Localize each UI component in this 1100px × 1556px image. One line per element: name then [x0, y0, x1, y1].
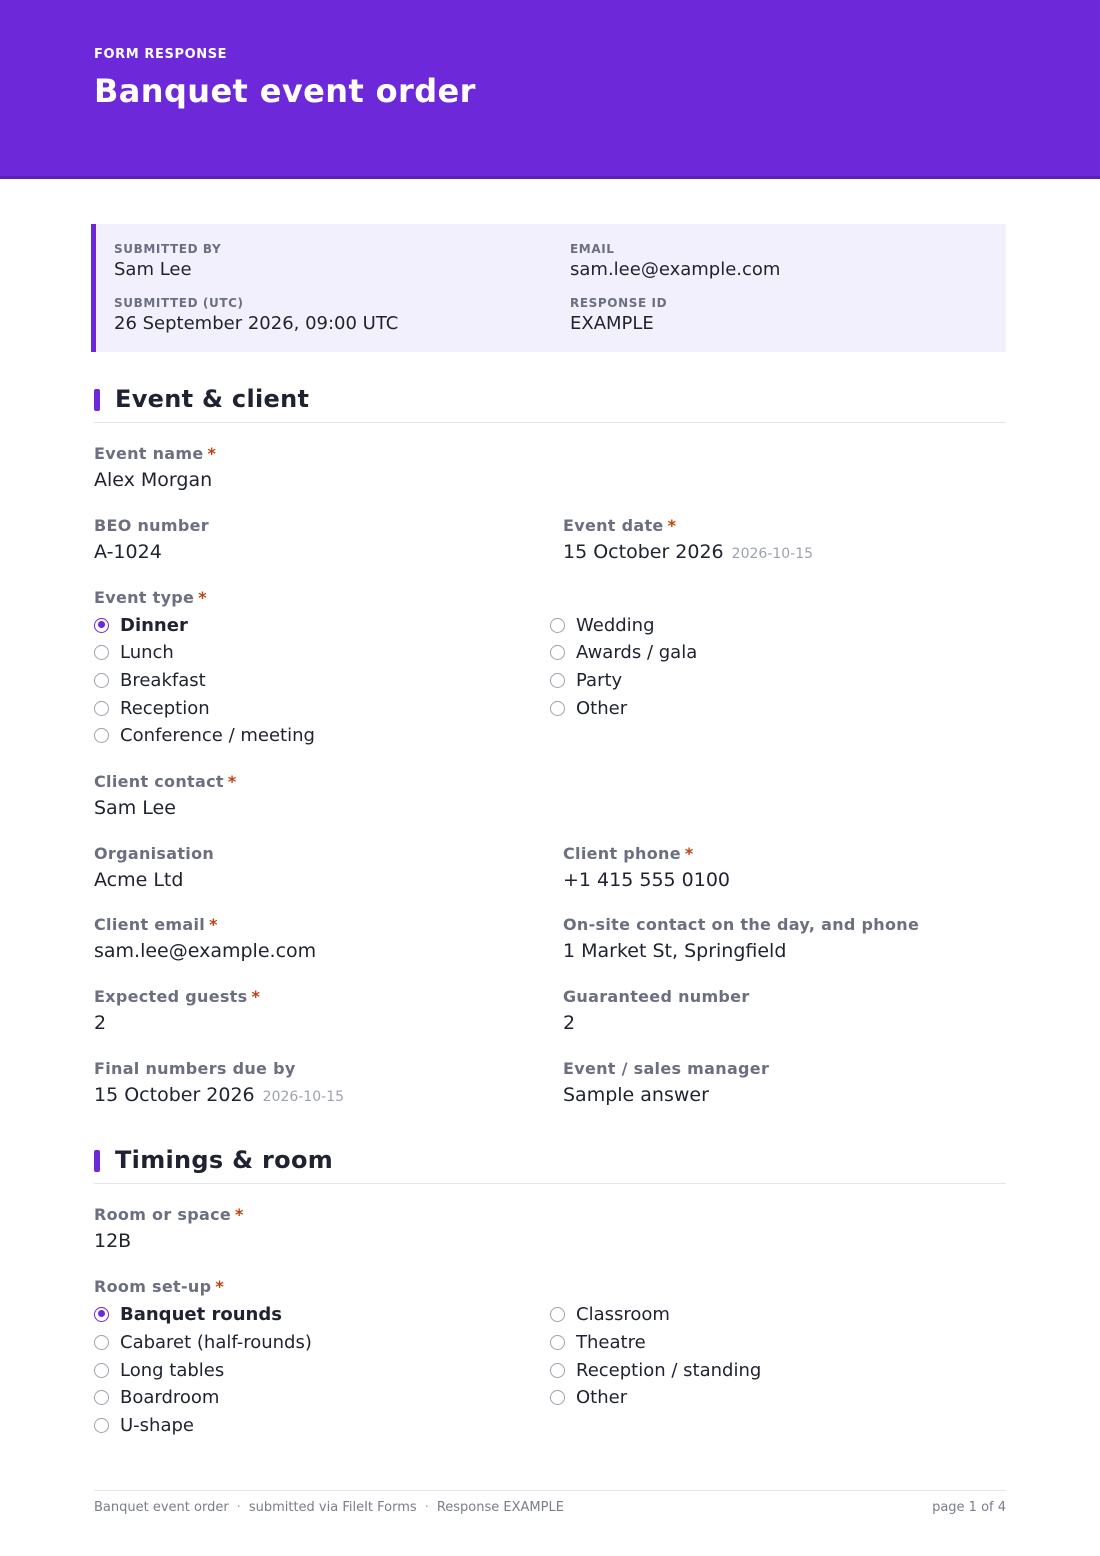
field-label: [94, 772, 237, 791]
required-marker: *: [209, 915, 218, 934]
radio-option-theatre[interactable]: [550, 1330, 646, 1354]
radio-empty-icon: [550, 1390, 565, 1405]
footer-form-name: Banquet event order: [94, 1500, 229, 1515]
radio-empty-icon: [550, 618, 565, 633]
radio-option-u-shape[interactable]: [94, 1413, 194, 1437]
field-label: [563, 516, 813, 535]
radio-option-classroom[interactable]: [550, 1302, 670, 1326]
field-label: [94, 444, 216, 463]
label-text: Client contact: [94, 772, 224, 791]
field-event-date: [563, 516, 813, 563]
submitted-by: [114, 242, 221, 280]
section-title: Event & client: [115, 385, 310, 413]
field-client-phone: [563, 844, 730, 891]
submitted-time-value: 26 September 2026, 09:00 UTC: [114, 313, 399, 334]
field-value: Sam Lee: [94, 797, 176, 819]
radio-label: Banquet rounds: [120, 1303, 282, 1325]
field-label: Guaranteed number: [563, 987, 750, 1006]
radio-option-banquet-rounds[interactable]: [94, 1302, 282, 1326]
radio-label: Other: [576, 1386, 628, 1408]
field-label: BEO number: [94, 516, 209, 535]
section-timings-room: [94, 1146, 1006, 1184]
label-text: Event type: [94, 588, 195, 607]
radio-label: Other: [576, 697, 628, 719]
field-value: Acme Ltd: [94, 869, 184, 891]
required-marker: *: [207, 444, 217, 463]
radio-option-conference[interactable]: [94, 723, 315, 747]
field-value: A-1024: [94, 541, 162, 563]
radio-label: Reception: [120, 697, 210, 719]
field-room-setup: [94, 1277, 224, 1296]
field-label: Final numbers due by: [94, 1059, 296, 1078]
required-marker: *: [198, 588, 207, 607]
field-value: +1 415 555 0100: [563, 869, 731, 891]
field-final-numbers-due: [94, 1059, 344, 1106]
field-value: Alex Morgan: [94, 469, 213, 491]
radio-label: U-shape: [120, 1414, 194, 1436]
email-label: EMAIL: [570, 242, 615, 256]
radio-option-boardroom[interactable]: [94, 1385, 219, 1409]
page-footer: [94, 1490, 1006, 1520]
label-text: Room set-up: [94, 1277, 212, 1296]
radio-empty-icon: [94, 645, 109, 660]
field-label: [94, 1205, 244, 1224]
radio-empty-icon: [550, 645, 565, 660]
radio-label: Lunch: [120, 641, 174, 663]
radio-label: Reception / standing: [576, 1359, 762, 1381]
field-label: On-site contact on the day, and phone: [563, 915, 920, 934]
radio-option-other-setup[interactable]: [550, 1385, 627, 1409]
field-value: Sample answer: [563, 1084, 709, 1106]
form-title: Banquet event order: [94, 72, 476, 110]
radio-option-other[interactable]: [550, 696, 627, 720]
radio-label: Party: [576, 669, 623, 691]
submitted-time: [114, 296, 398, 334]
radio-label: Dinner: [120, 614, 188, 636]
radio-empty-icon: [550, 673, 565, 688]
radio-empty-icon: [94, 673, 109, 688]
response-id-value: EXAMPLE: [570, 313, 654, 334]
radio-label: Theatre: [576, 1331, 646, 1353]
label-text: Client email: [94, 915, 206, 934]
radio-empty-icon: [94, 1390, 109, 1405]
field-label: [563, 844, 730, 863]
iso-date: 2026-10-15: [731, 546, 814, 562]
submission-meta: [91, 224, 1006, 352]
form-kicker: FORM RESPONSE: [94, 47, 228, 62]
field-client-email: [94, 915, 316, 962]
field-value: 1 Market St, Springfield: [563, 940, 787, 962]
radio-option-wedding[interactable]: [550, 613, 655, 637]
radio-option-breakfast[interactable]: [94, 668, 206, 692]
radio-label: Long tables: [120, 1359, 225, 1381]
radio-label: Awards / gala: [576, 641, 698, 663]
submitted-by-label: SUBMITTED BY: [114, 242, 222, 256]
radio-empty-icon: [94, 1363, 109, 1378]
radio-empty-icon: [94, 1335, 109, 1350]
radio-option-long-tables[interactable]: [94, 1358, 224, 1382]
email: [570, 242, 780, 280]
date-text: 15 October 2026: [563, 541, 724, 563]
field-value: sam.lee@example.com: [94, 940, 317, 962]
field-label: [94, 1277, 224, 1296]
field-room: [94, 1205, 244, 1252]
field-event-type: [94, 588, 207, 607]
field-value: 2: [563, 1012, 576, 1034]
field-value: [94, 1084, 344, 1106]
form-header: [0, 0, 1100, 179]
field-organisation: [94, 844, 214, 891]
required-marker: *: [684, 844, 694, 863]
field-expected-guests: [94, 987, 260, 1034]
required-marker: *: [251, 987, 261, 1006]
field-label: [94, 915, 316, 934]
field-label: [94, 588, 207, 607]
section-title: Timings & room: [115, 1146, 334, 1174]
field-label: Event / sales manager: [563, 1059, 770, 1078]
label-text: Event date: [563, 516, 664, 535]
submitted-time-label: SUBMITTED (UTC): [114, 296, 244, 310]
footer-separator: ·: [424, 1500, 429, 1515]
field-onsite-contact: [563, 915, 919, 962]
radio-label: Conference / meeting: [120, 724, 315, 746]
submitted-by-value: Sam Lee: [114, 259, 192, 280]
footer-response: Response EXAMPLE: [436, 1500, 564, 1515]
field-event-name: [94, 444, 216, 491]
response-id-label: RESPONSE ID: [570, 296, 668, 310]
footer-separator: ·: [236, 1500, 241, 1515]
field-sales-manager: [563, 1059, 769, 1106]
radio-empty-icon: [94, 1418, 109, 1433]
iso-date: 2026-10-15: [262, 1089, 345, 1105]
label-text: Expected guests: [94, 987, 248, 1006]
label-text: Client phone: [563, 844, 681, 863]
radio-selected-icon: [94, 618, 109, 633]
radio-option-reception-standing[interactable]: [550, 1358, 761, 1382]
label-text: Room or space: [94, 1205, 232, 1224]
section-event-client: [94, 385, 1006, 423]
field-value: [563, 541, 813, 563]
date-text: 15 October 2026: [94, 1084, 255, 1106]
label-text: Event name: [94, 444, 204, 463]
field-label: Organisation: [94, 844, 215, 863]
radio-option-reception[interactable]: [94, 696, 210, 720]
radio-label: Breakfast: [120, 669, 206, 691]
radio-option-party[interactable]: [550, 668, 622, 692]
field-client-contact: [94, 772, 237, 819]
response-id: [570, 296, 667, 334]
footer-info: [94, 1500, 564, 1515]
page-number: page 1 of 4: [932, 1500, 1006, 1515]
radio-empty-icon: [94, 728, 109, 743]
radio-empty-icon: [550, 1307, 565, 1322]
radio-empty-icon: [550, 701, 565, 716]
required-marker: *: [215, 1277, 225, 1296]
footer-via: submitted via FileIt Forms: [248, 1500, 417, 1515]
section-accent-bar: [94, 1150, 100, 1172]
radio-option-lunch[interactable]: [94, 640, 174, 664]
radio-label: Wedding: [576, 614, 655, 636]
required-marker: *: [235, 1205, 244, 1224]
required-marker: *: [227, 772, 237, 791]
radio-option-awards-gala[interactable]: [550, 640, 697, 664]
radio-empty-icon: [550, 1363, 565, 1378]
field-label: [94, 987, 260, 1006]
field-value: 2: [94, 1012, 107, 1034]
required-marker: *: [667, 516, 677, 535]
radio-option-cabaret[interactable]: [94, 1330, 312, 1354]
field-guaranteed-number: [563, 987, 750, 1034]
field-value: 12B: [94, 1230, 132, 1252]
radio-label: Classroom: [576, 1303, 670, 1325]
email-value: sam.lee@example.com: [570, 259, 781, 280]
radio-label: Boardroom: [120, 1386, 220, 1408]
radio-empty-icon: [550, 1335, 565, 1350]
radio-option-dinner[interactable]: [94, 613, 188, 637]
radio-label: Cabaret (half-rounds): [120, 1331, 312, 1353]
radio-selected-icon: [94, 1307, 109, 1322]
section-accent-bar: [94, 389, 100, 411]
field-beo-number: [94, 516, 209, 563]
radio-empty-icon: [94, 701, 109, 716]
